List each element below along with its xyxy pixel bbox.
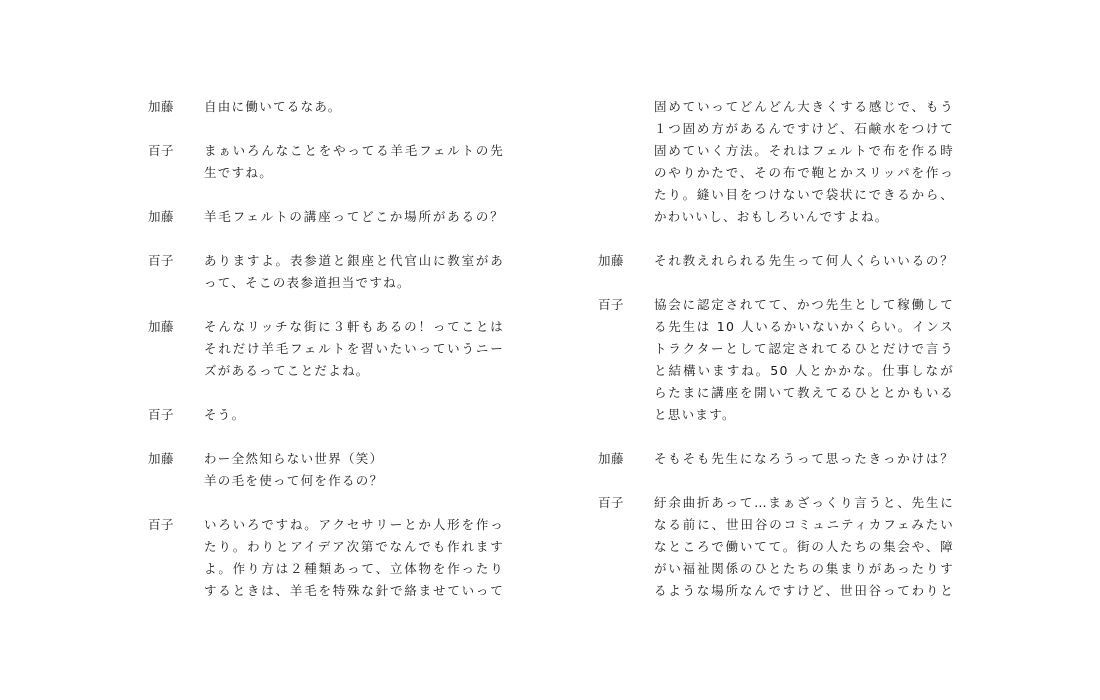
speech-line: かわいいし、おもしろいんですよね。 (654, 209, 889, 224)
speaker-name: 加藤 (598, 451, 625, 466)
speech-text (204, 316, 504, 382)
speech-line: 固めていく方法。それはフェルトで布を作る時 (654, 143, 954, 158)
speech-line: するときは、羊毛を特殊な針で絡ませていって (204, 583, 504, 598)
speech-line: そもそも先生になろうって思ったきっかけは？ (654, 451, 954, 466)
speech-text (204, 448, 504, 492)
speech-line: たり。わりとアイデア次第でなんでも作れます (204, 539, 504, 554)
speaker-name: 百子 (148, 407, 175, 422)
speech-line: トラクターとして認定されてるひとだけで言う (654, 341, 954, 356)
speech-text (654, 448, 954, 470)
right-column (598, 96, 958, 624)
speech-line: なところで働いてて。街の人たちの集会や、障 (654, 539, 954, 554)
speaker-name: 百子 (598, 495, 625, 510)
speech-line: わー全然知らない世界（笑） (204, 451, 384, 466)
dialogue-turn (148, 96, 508, 118)
speech-line: がい福祉関係のひとたちの集まりがあったりす (654, 561, 954, 576)
speech-continuation (654, 96, 954, 228)
dialogue-turn (598, 294, 958, 426)
speech-line: いろいろですね。アクセサリーとか人形を作っ (204, 517, 504, 532)
speech-line: ズがあるってことだよね。 (204, 363, 370, 378)
speech-line: １つ固め方があるんですけど、石鹸水をつけて (654, 121, 954, 136)
speech-line: よ。作り方は２種類あって、立体物を作ったり (204, 561, 504, 576)
dialogue-turn (148, 514, 508, 602)
speech-line: それ教えれられる先生って何人くらいいるの？ (654, 253, 954, 268)
dialogue-turn (148, 448, 508, 492)
speech-line: 紆余曲折あって…まぁざっくり言うと、先生に (654, 495, 954, 510)
speech-line: 自由に働いてるなあ。 (204, 99, 342, 114)
dialogue-turn (148, 250, 508, 294)
speech-line: って、そこの表参道担当ですね。 (204, 275, 411, 290)
left-column (148, 96, 508, 624)
speaker-name: 加藤 (148, 319, 175, 334)
speaker-name: 加藤 (148, 99, 175, 114)
speech-line: そう。 (204, 407, 246, 422)
dialogue-turn (148, 316, 508, 382)
speech-line: 固めていってどんどん大きくする感じで、もう (654, 99, 954, 114)
speech-line: と思います。 (654, 407, 736, 422)
speech-text (204, 96, 504, 118)
speech-text (204, 140, 504, 184)
dialogue-turn (598, 492, 958, 602)
speaker-name: 加藤 (148, 209, 175, 224)
dialogue-turn (148, 206, 508, 228)
speaker-name: 加藤 (598, 253, 625, 268)
dialogue-turn (598, 448, 958, 470)
speech-line: るような場所なんですけど、世田谷ってわりと (654, 583, 954, 598)
dialogue-turn (598, 250, 958, 272)
dialogue-turn (148, 404, 508, 426)
speech-text (654, 492, 954, 602)
speech-line: 協会に認定されてて、かつ先生として稼働して (654, 297, 954, 312)
speaker-name: 百子 (148, 253, 175, 268)
speech-line: ありますよ。表参道と銀座と代官山に教室があ (204, 253, 504, 268)
speech-line: たり。縫い目をつけないで袋状にできるから、 (654, 187, 954, 202)
speech-line: のやりかたで、その布で鞄とかスリッパを作っ (654, 165, 954, 180)
speech-line: それだけ羊毛フェルトを習いたいっていうニー (204, 341, 504, 356)
speaker-name: 加藤 (148, 451, 175, 466)
speech-text (654, 294, 954, 426)
speech-text (204, 514, 504, 602)
speech-text (204, 404, 504, 426)
speech-text (204, 206, 504, 228)
speech-line: 羊毛フェルトの講座ってどこか場所があるの？ (204, 209, 504, 224)
speech-line: そんなリッチな街に３軒もあるの！ってことは (204, 319, 504, 334)
speech-line: 生ですね。 (204, 165, 274, 180)
speech-line: まぁいろんなことをやってる羊毛フェルトの先 (204, 143, 504, 158)
speaker-name: 百子 (148, 517, 175, 532)
speech-line: と結構いますね。50 人とかかな。仕事しなが (654, 363, 954, 378)
speaker-name: 百子 (148, 143, 175, 158)
speech-line: 羊の毛を使って何を作るの？ (204, 473, 384, 488)
speaker-name: 百子 (598, 297, 625, 312)
speech-line: なる前に、世田谷のコミュニティカフェみたい (654, 517, 954, 532)
speech-text (204, 250, 504, 294)
dialogue-turn (148, 140, 508, 184)
speech-line: る先生は 10 人いるかいないかくらい。インス (654, 319, 954, 334)
speech-line: らたまに講座を開いて教えてるひととかもいる (654, 385, 954, 400)
speech-text (654, 250, 954, 272)
